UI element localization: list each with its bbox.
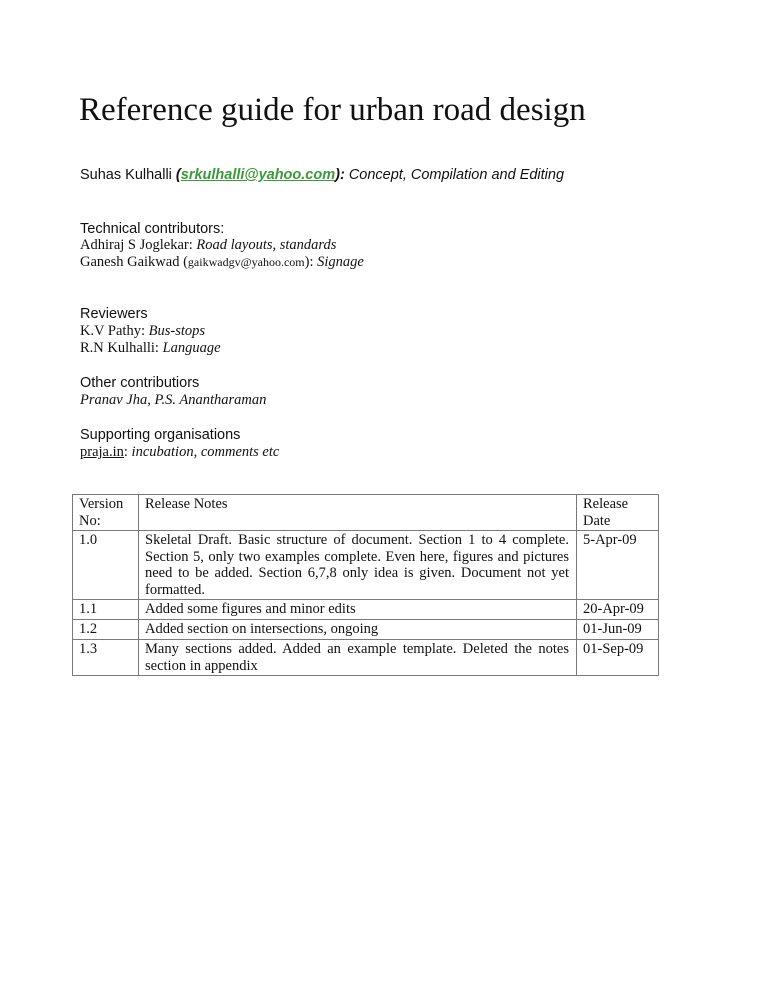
reviewer-item — [80, 322, 205, 340]
cell-date: 01-Sep-09 — [577, 640, 659, 676]
cell-date: 5-Apr-09 — [577, 531, 659, 600]
author-role: Concept, Compilation and Editing — [348, 167, 565, 183]
technical-contributors-heading: Technical contributors: — [80, 221, 225, 237]
table-row — [73, 620, 659, 640]
reviewer-name: K.V Pathy: — [80, 323, 149, 339]
header-release-notes: Release Notes — [139, 495, 577, 531]
cell-date: 01-Jun-09 — [577, 620, 659, 640]
contributor-name: Ganesh Gaikwad ( — [80, 254, 188, 270]
other-contributors-heading: Other contributiors — [80, 375, 200, 391]
cell-version: 1.1 — [73, 600, 139, 620]
cell-version: 1.3 — [73, 640, 139, 676]
org-role: incubation, comments etc — [131, 444, 280, 460]
org-sep: : — [123, 444, 132, 460]
header-release-date: Release Date — [577, 495, 659, 531]
reviewer-role: Bus-stops — [148, 323, 206, 339]
org-link[interactable]: praja.in — [80, 444, 124, 460]
table-row — [73, 531, 659, 600]
contributor-name: Adhiraj S Joglekar: — [80, 237, 197, 253]
reviewer-item — [80, 339, 221, 357]
cell-version: 1.0 — [73, 531, 139, 600]
other-contributors-names: Pranav Jha, P.S. Anantharaman — [80, 392, 267, 408]
cell-notes: Many sections added. Added an example template. Deleted the notes section in appendix — [139, 640, 577, 676]
table-row — [73, 600, 659, 620]
supporting-org-item — [80, 443, 279, 461]
cell-notes: Skeletal Draft. Basic structure of document. Section 1 to 4 complete. Section 5, only two examples complete. Even here, figures and pictures need to be added. Section 6,7,8 only idea is given. Document not yet formatted. — [139, 531, 577, 600]
cell-date: 20-Apr-09 — [577, 600, 659, 620]
contributor-role: Signage — [317, 254, 364, 270]
cell-notes: Added some figures and minor edits — [139, 600, 577, 620]
header-version: Version No: — [73, 495, 139, 531]
reviewer-role: Language — [162, 340, 221, 356]
author-email-link[interactable]: srkulhalli@yahoo.com — [180, 167, 336, 183]
reviewers-heading: Reviewers — [80, 306, 148, 322]
version-history-table — [72, 494, 659, 676]
cell-version: 1.2 — [73, 620, 139, 640]
table-row — [73, 640, 659, 676]
contributor-item — [80, 253, 364, 271]
author-close: ): — [335, 167, 349, 183]
supporting-organisations-heading: Supporting organisations — [80, 427, 241, 443]
author-open-paren: ( — [175, 167, 181, 183]
reviewer-name: R.N Kulhalli: — [80, 340, 163, 356]
table-header-row — [73, 495, 659, 531]
cell-notes: Added section on intersections, ongoing — [139, 620, 577, 640]
contributor-role: Road layouts, standards — [196, 237, 337, 253]
contributor-item — [80, 236, 336, 254]
contributor-close: ): — [304, 254, 318, 270]
author-line — [80, 165, 564, 185]
document-title: Reference guide for urban road design — [79, 92, 586, 128]
contributor-email: gaikwadgv@yahoo.com — [187, 255, 305, 269]
author-name: Suhas Kulhalli — [80, 167, 176, 183]
